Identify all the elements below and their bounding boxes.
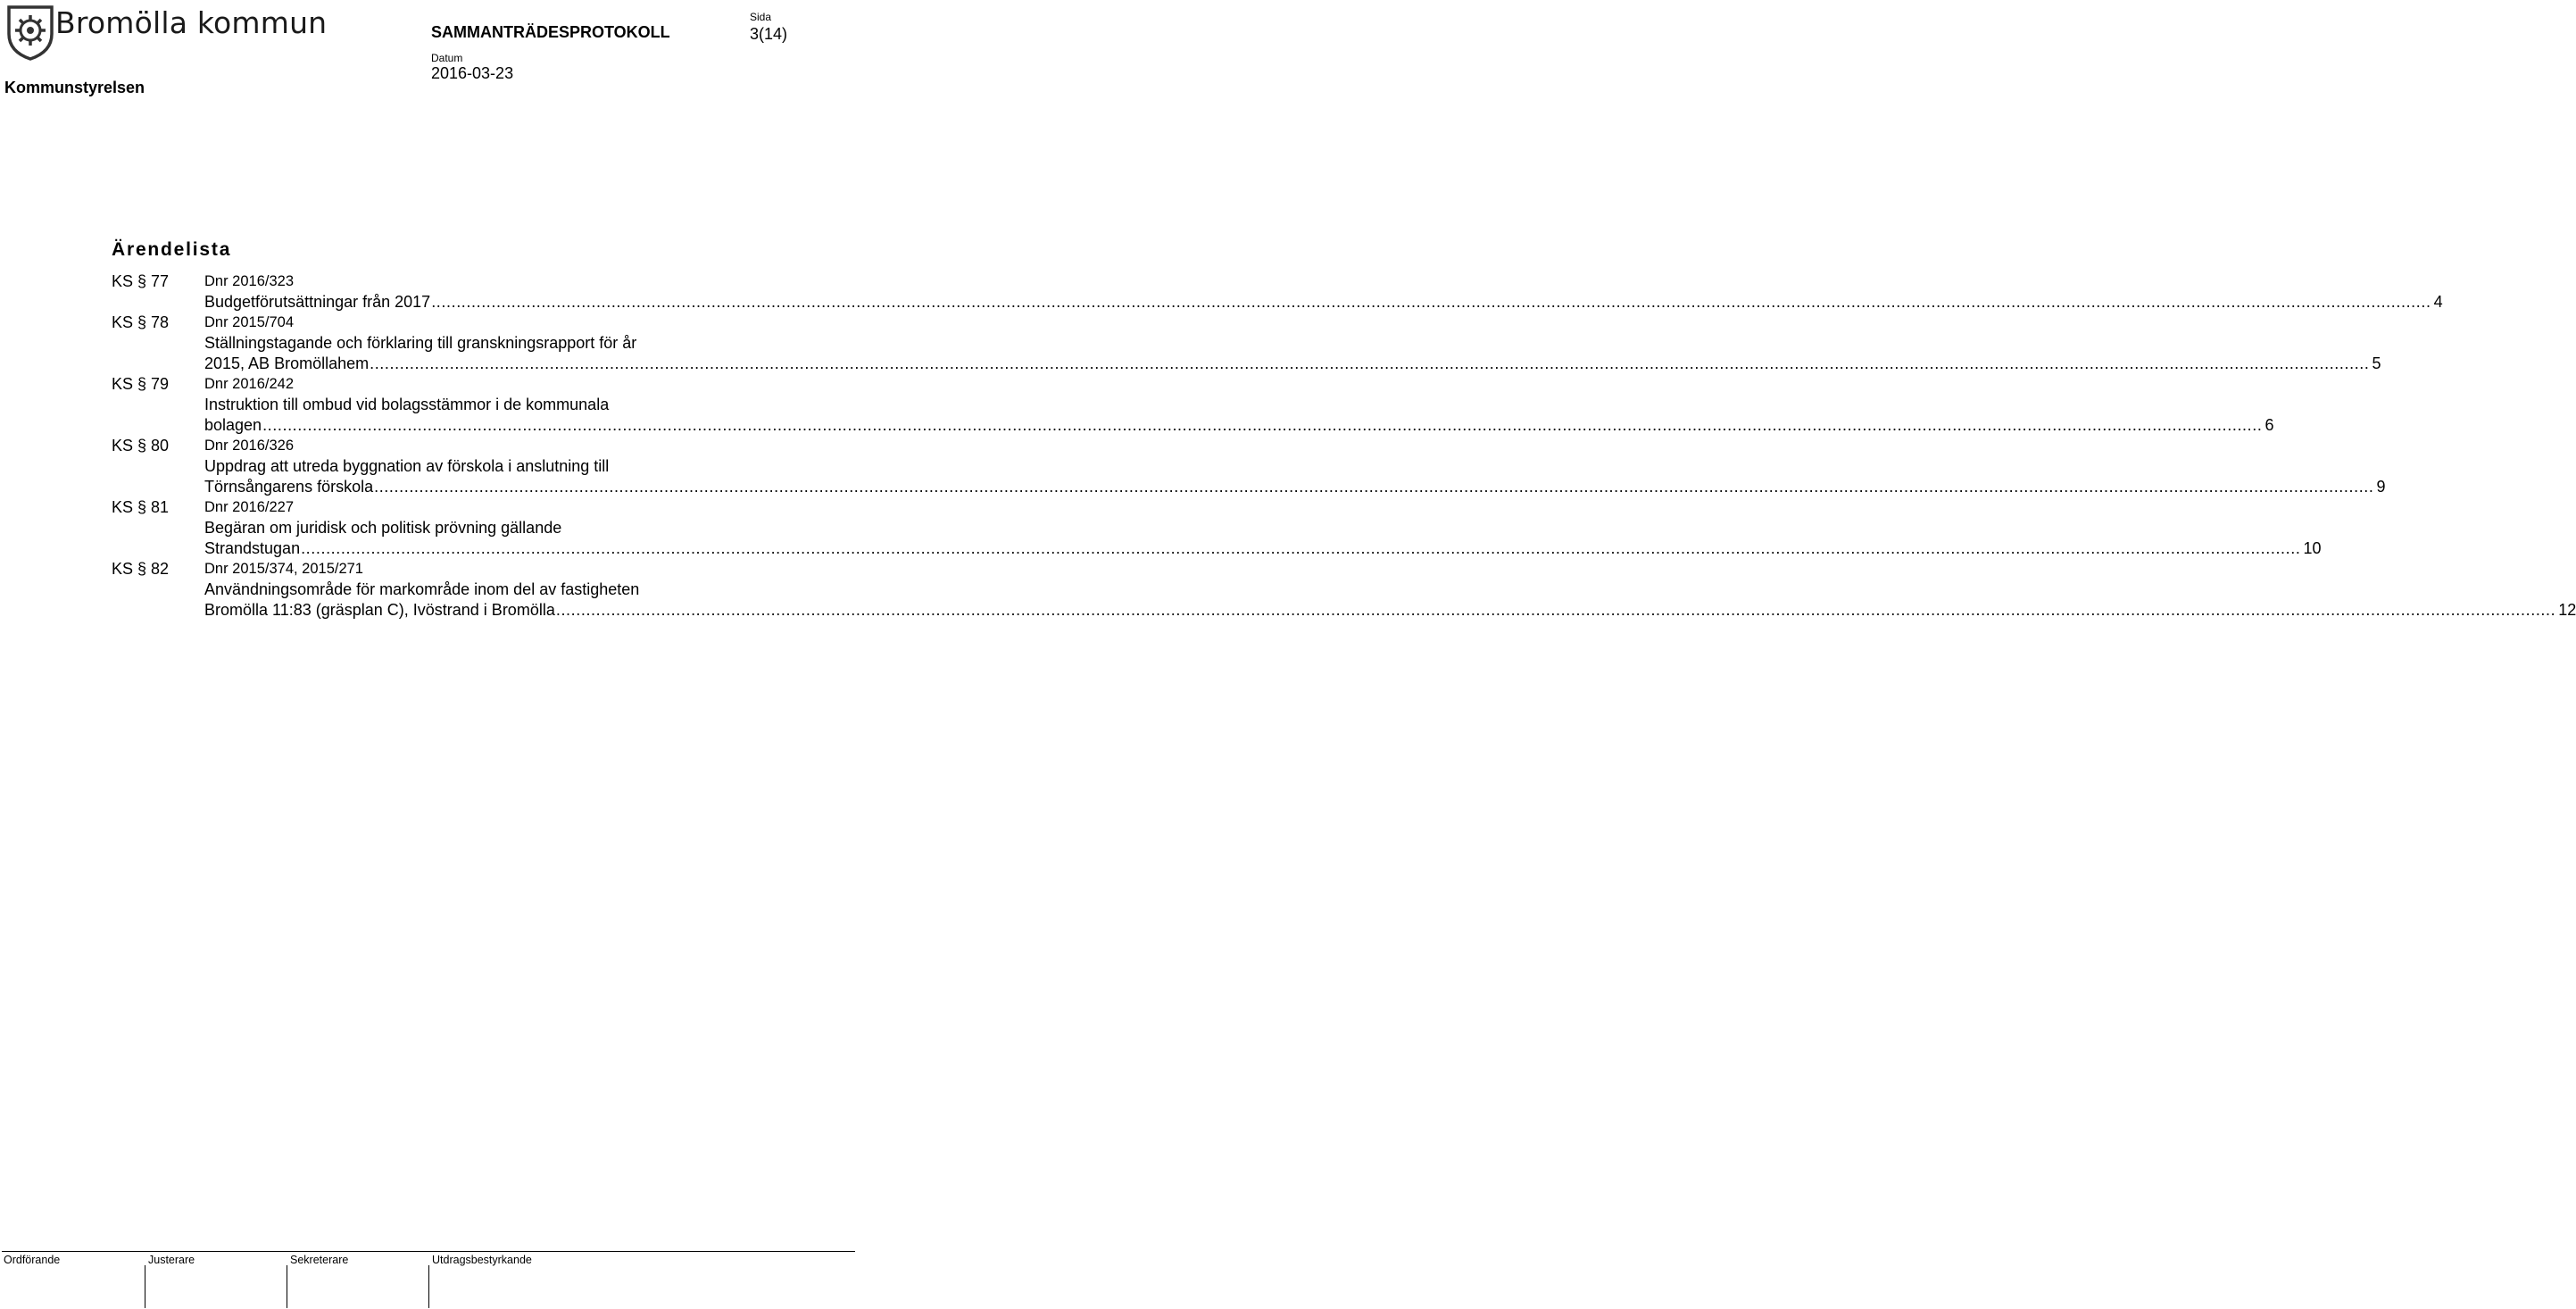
item-page-number: 9 [2376,478,2386,496]
item-section-number: KS § 80 [112,437,170,454]
item-section-number: KS § 79 [112,375,170,393]
item-title-text: Budgetförutsättningar från 2017 [204,293,431,311]
organization-name: Bromölla kommun [55,5,328,40]
municipal-coat-of-arms-icon [5,4,55,61]
item-case-number: Dnr 2016/242 [204,376,294,392]
item-title-text: Törnsångarens förskola [204,478,374,496]
item-body [204,436,2386,497]
agenda-item [112,559,2576,621]
dot-leader: ................................................................................................................................................................................................................................................................................................................................................................................................................ [301,539,2301,557]
signature-label-certifier: Utdragsbestyrkande [432,1254,532,1266]
item-title-line: Ställningstagande och förklaring till granskningsrapport för år [204,334,637,352]
item-title-last-line [204,538,2322,559]
item-title-text: Bromölla 11:83 (gräsplan C), Ivöstrand i Bromölla [204,601,555,619]
item-section-number: KS § 82 [112,560,170,578]
dot-leader: ................................................................................................................................................................................................................................................................................................................................................................................................................ [262,416,2263,434]
document-type: SAMMANTRÄDESPROTOKOLL [431,23,670,41]
item-title-text: Strandstugan [204,539,301,557]
item-case-number: Dnr 2015/374, 2015/271 [204,561,363,577]
footer-divider [2,1251,855,1252]
dot-leader: ................................................................................................................................................................................................................................................................................................................................................................................................................ [555,601,2556,619]
item-section-number: KS § 81 [112,498,170,516]
item-case-number: Dnr 2016/326 [204,438,294,454]
item-page-number: 6 [2264,416,2274,434]
agenda-item [112,497,2322,559]
item-title-line: Instruktion till ombud vid bolagsstämmor i de kommunala [204,396,610,413]
dot-leader: ................................................................................................................................................................................................................................................................................................................................................................................................................ [431,293,2431,311]
item-title-last-line [204,292,2443,313]
meeting-date: 2016-03-23 [431,64,514,82]
dot-leader: ................................................................................................................................................................................................................................................................................................................................................................................................................ [374,478,2374,496]
agenda-item [112,313,2381,374]
item-case-number: Dnr 2016/323 [204,273,294,289]
item-body [204,559,2576,621]
item-page-number: 12 [2558,601,2576,619]
agenda-title: Ärendelista [112,239,232,260]
dot-leader: ................................................................................................................................................................................................................................................................................................................................................................................................................ [370,354,2370,372]
item-body [204,497,2322,559]
item-title-last-line [204,600,2576,621]
item-title-last-line [204,477,2386,497]
item-section-number: KS § 78 [112,313,170,331]
committee-name: Kommunstyrelsen [4,79,145,96]
item-page-number: 4 [2433,293,2443,311]
item-title-line: Uppdrag att utreda byggnation av förskola i anslutning till [204,457,610,475]
item-title-text: 2015, AB Bromöllahem [204,354,370,372]
item-case-number: Dnr 2016/227 [204,499,294,515]
page-number: 3(14) [750,25,788,43]
signature-field-divider [428,1265,429,1308]
item-title-line: Användningsområde för markområde inom del av fastigheten [204,580,640,598]
agenda-item [112,271,2443,313]
item-section-number: KS § 77 [112,272,170,290]
item-case-number: Dnr 2015/704 [204,314,294,330]
signature-label-chair: Ordförande [4,1254,61,1266]
page-label: Sida [750,11,772,23]
item-page-number: 10 [2303,539,2322,557]
item-page-number: 5 [2372,354,2381,372]
signature-label-adjuster: Justerare [148,1254,195,1266]
item-body [204,313,2381,374]
item-body [204,271,2443,313]
agenda-item [112,374,2274,436]
item-title-last-line [204,354,2381,374]
item-title-line: Begäran om juridisk och politisk prövning gällande [204,519,562,537]
item-body [204,374,2274,436]
item-title-text: bolagen [204,416,262,434]
signature-label-secretary: Sekreterare [290,1254,349,1266]
item-title-last-line [204,415,2274,436]
agenda-item [112,436,2386,497]
agenda-list [112,271,2576,621]
date-label: Datum [431,52,463,64]
